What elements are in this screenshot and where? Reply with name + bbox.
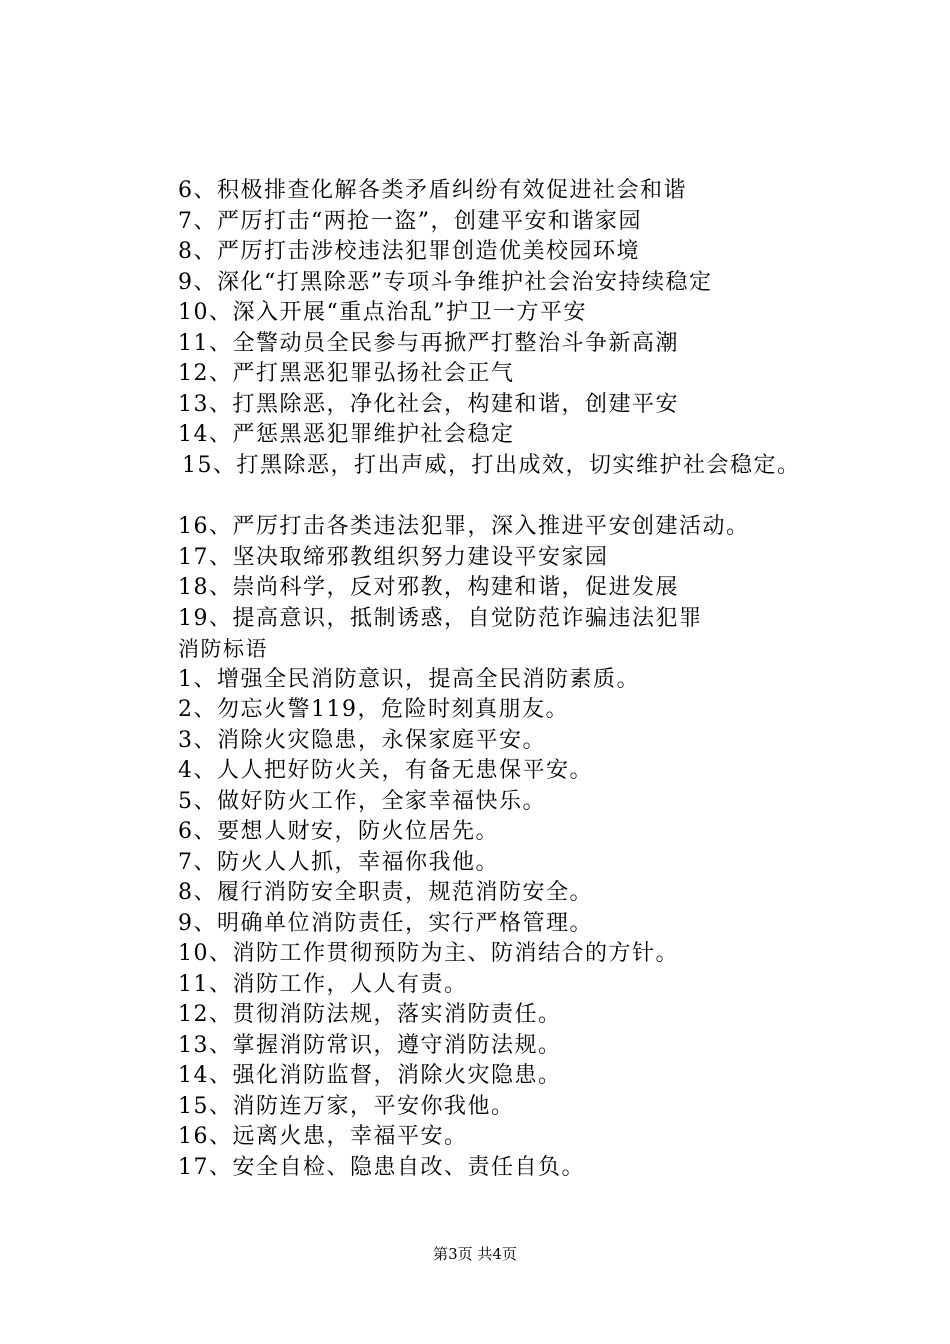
slogan-line: 4、人人把好防火关，有备无患保平安。 (178, 758, 593, 783)
slogan-line: 17、安全自检、隐患自改、责任自负。 (178, 1154, 585, 1180)
slogan-line: 18、崇尚科学，反对邪教，构建和谐，促进发展 (178, 575, 679, 600)
fire-slogans-heading: 消防标语 (178, 637, 268, 661)
slogan-line: 14、强化消防监督，消除火灾隐患。 (178, 1063, 562, 1088)
slogan-line: 2、勿忘火警119，危险时刻真朋友。 (178, 697, 569, 722)
slogan-line: 8、履行消防安全职责，规范消防安全。 (178, 880, 593, 905)
slogan-line: 15、消防连万家，平安你我他。 (178, 1093, 515, 1119)
fire-slogan-list (178, 665, 918, 1184)
slogan-line: 1、增强全民消防意识，提高全民消防素质。 (178, 666, 640, 692)
slogan-line: 14、严惩黑恶犯罪维护社会稳定 (178, 422, 515, 447)
slogan-line: 19、提高意识，抵制诱惑，自觉防范诈骗违法犯罪 (178, 605, 703, 631)
slogan-line: 7、防火人人抓，幸福你我他。 (178, 849, 499, 875)
slogan-line: 6、积极排查化解各类矛盾纠纷有效促进社会和谐 (178, 178, 687, 203)
slogan-line: 13、打黑除恶，净化社会，构建和谐，创建平安 (178, 391, 679, 417)
slogan-line: 11、全警动员全民参与再掀严打整治斗争新高潮 (178, 330, 679, 356)
slogan-line: 8、严厉打击涉校违法犯罪创造优美校园环境 (178, 239, 640, 264)
slogan-line: 12、严打黑恶犯罪弘扬社会正气 (178, 361, 515, 386)
slogan-line: 10、消防工作贯彻预防为主、防消结合的方针。 (178, 941, 679, 966)
slogan-line: 17、坚决取缔邪教组织努力建设平安家园 (178, 544, 609, 570)
slogan-line: 9、明确单位消防责任，实行严格管理。 (178, 910, 593, 936)
document-body (178, 176, 918, 1183)
slogan-line: 12、贯彻消防法规，落实消防责任。 (178, 1002, 562, 1027)
slogan-line: 6、要想人财安，防火位居先。 (178, 819, 499, 844)
slogan-line: 16、严厉打击各类违法犯罪，深入推进平安创建活动。 (178, 514, 750, 539)
slogan-line: 7、严厉打击“两抢一盗”，创建平安和谐家园 (178, 208, 642, 234)
slogan-line: 13、掌握消防常识，遵守消防法规。 (178, 1032, 562, 1058)
page-number-footer: 第3页 共4页 (433, 1245, 517, 1263)
slogan-line: 5、做好防火工作，全家幸福快乐。 (178, 788, 546, 814)
security-slogan-list-continued (178, 512, 918, 634)
slogan-line: 9、深化“打黑除恶”专项斗争维护社会治安持续稳定 (178, 269, 713, 295)
slogan-line: 11、消防工作，人人有责。 (178, 971, 468, 997)
slogan-line: 16、远离火患，幸福平安。 (178, 1124, 468, 1149)
slogan-line: 15、打黑除恶，打出声威，打出成效，切实维护社会稳定。 (182, 452, 801, 478)
paragraph-gap (178, 481, 918, 512)
slogan-line: 3、消除火灾隐患，永保家庭平安。 (178, 727, 546, 753)
slogan-line: 10、深入开展“重点治乱”护卫一方平安 (178, 300, 587, 325)
security-slogan-list (178, 176, 918, 481)
